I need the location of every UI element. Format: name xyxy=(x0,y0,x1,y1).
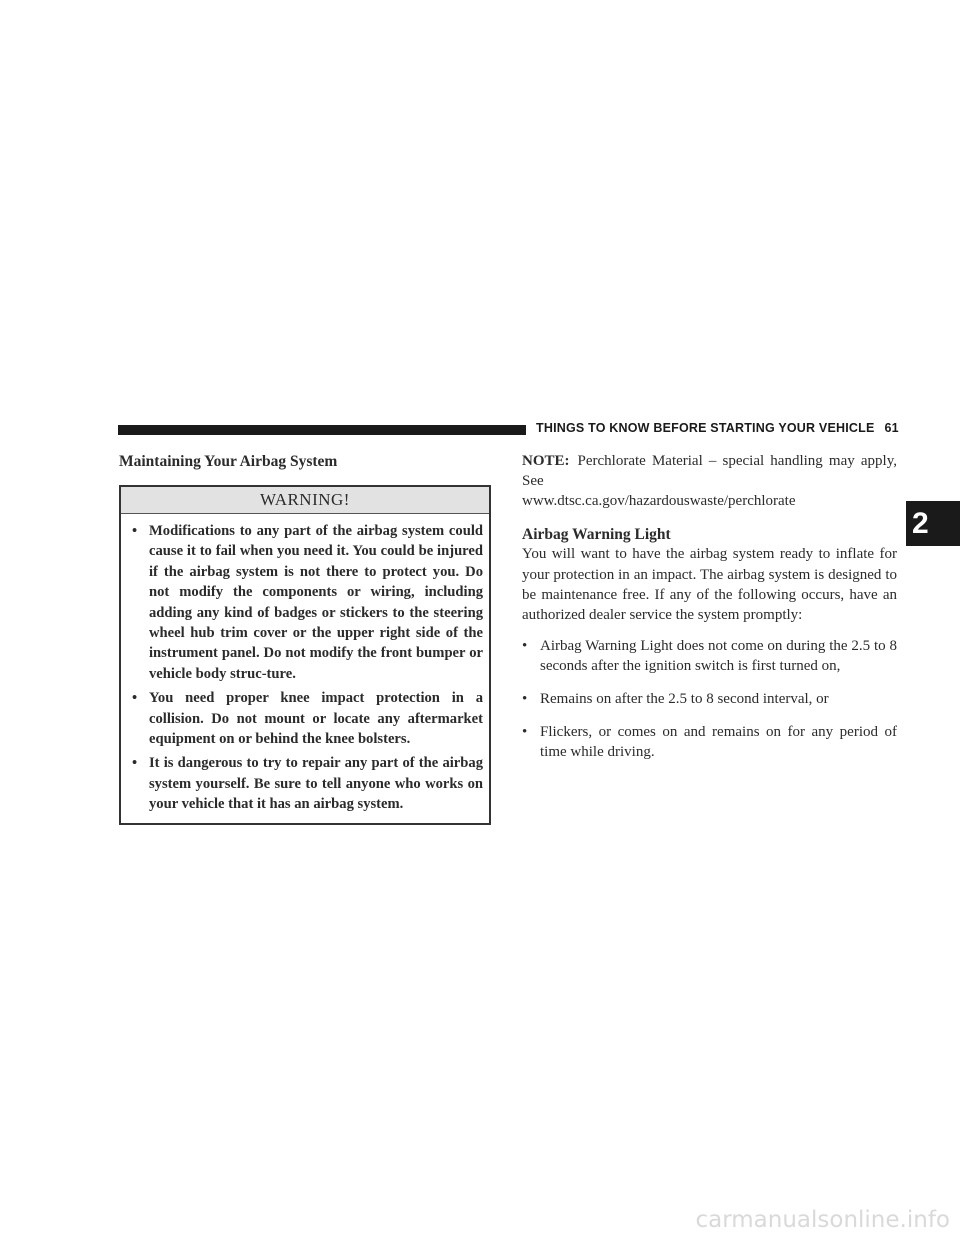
running-title: THINGS TO KNOW BEFORE STARTING YOUR VEHICLE xyxy=(536,421,875,435)
note-text: Perchlorate Material – special handling may apply, See xyxy=(522,453,897,489)
list-item xyxy=(522,689,897,709)
subheading: Airbag Warning Light xyxy=(522,526,671,544)
warning-item-text: Modifications to any part of the airbag system could cause it to fail when you need it. You could be injured if the airbag system is not there to protect you. Do not modify the components or wiring, including adding any kind of badges or stickers to the steering wheel hub trim cover or the upper right side of the instrument panel. Do not modify the front bumper or vehicle body struc-ture. xyxy=(149,523,483,682)
warning-item xyxy=(127,521,483,684)
warning-item-text: You need proper knee impact protection in a collision. Do not mount or locate any aftermarket equipment on or behind the knee bolsters. xyxy=(149,690,483,748)
bullet-icon: • xyxy=(132,755,138,772)
running-header xyxy=(536,421,899,435)
warning-list xyxy=(121,514,489,823)
bullet-icon: • xyxy=(522,637,528,654)
section-title: Maintaining Your Airbag System xyxy=(119,453,338,470)
warning-item xyxy=(127,688,483,749)
warning-box xyxy=(119,485,491,825)
list-item-text: Remains on after the 2.5 to 8 second interval, or xyxy=(540,690,829,707)
left-column xyxy=(119,452,495,825)
warning-item xyxy=(127,753,483,814)
warning-item-text: It is dangerous to try to repair any part of the airbag system yourself. Be sure to tell anyone who works on your vehicle that it has an airbag system. xyxy=(149,755,483,813)
watermark: carmanualsonline.info xyxy=(695,1207,950,1233)
warning-title: WARNING! xyxy=(121,487,489,514)
condition-list xyxy=(522,636,897,762)
right-column xyxy=(522,452,897,775)
page-number: 61 xyxy=(884,421,899,435)
bullet-icon: • xyxy=(132,690,138,707)
body-paragraph: You will want to have the airbag system ready to inflate for your protection in an impact. The airbag system is designed to be maintenance free. If any of the following occurs, have an authorized dealer service the system promptly: xyxy=(522,546,897,624)
list-item-text: Flickers, or comes on and remains on for any period of time while driving. xyxy=(540,723,897,760)
list-item xyxy=(522,722,897,762)
note-label: NOTE: xyxy=(522,453,570,469)
header-rule xyxy=(118,425,526,435)
list-item xyxy=(522,636,897,676)
list-item-text: Airbag Warning Light does not come on during the 2.5 to 8 seconds after the ignition switch is first turned on, xyxy=(540,637,897,674)
bullet-icon: • xyxy=(132,523,138,539)
bullet-icon: • xyxy=(522,723,528,740)
note xyxy=(522,452,897,511)
note-url: www.dtsc.ca.gov/hazardouswaste/perchlorate xyxy=(522,492,796,509)
bullet-icon: • xyxy=(522,690,528,707)
chapter-tab: 2 xyxy=(906,501,960,546)
